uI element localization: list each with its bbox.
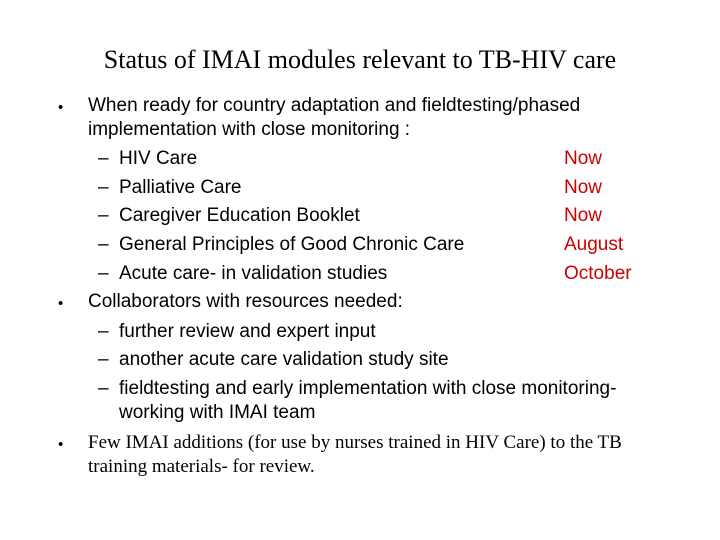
need-fieldtesting-line-2: working with IMAI team [119, 402, 316, 423]
module-chronic-care: General Principles of Good Chronic Care [119, 234, 465, 255]
dash-marker: – [98, 148, 109, 169]
dash-marker: – [98, 234, 109, 255]
dash-marker: – [98, 177, 109, 198]
module-acute-care: Acute care- in validation studies [119, 263, 388, 284]
status-chronic-care: August [564, 234, 624, 255]
dash-marker: – [98, 205, 109, 226]
module-caregiver-booklet: Caregiver Education Booklet [119, 205, 360, 226]
bullet-1-line-1: When ready for country adaptation and fieldtesting/phased [88, 95, 581, 116]
status-hiv-care: Now [564, 148, 603, 169]
bullet-2-line-1: Collaborators with resources needed: [88, 291, 403, 312]
slide-title: Status of IMAI modules relevant to TB-HIV care [103, 45, 617, 74]
module-palliative-care: Palliative Care [119, 177, 242, 198]
bullet-3-line-2: training materials- for review. [88, 456, 315, 477]
dash-marker: – [98, 349, 109, 370]
dash-marker: – [98, 378, 109, 399]
need-expert-review: further review and expert input [119, 321, 376, 342]
bullet-marker-2: • [58, 295, 64, 312]
bullet-3-line-1: Few IMAI additions (for use by nurses trained in HIV Care) to the TB [88, 432, 622, 453]
need-validation-site: another acute care validation study site [119, 349, 449, 370]
module-hiv-care: HIV Care [119, 148, 198, 169]
status-palliative-care: Now [564, 177, 603, 198]
need-fieldtesting-line-1: fieldtesting and early implementation with close monitoring- [119, 378, 617, 399]
bullet-1-line-2: implementation with close monitoring : [88, 119, 411, 140]
status-caregiver-booklet: Now [564, 205, 603, 226]
bullet-marker-3: • [58, 436, 64, 453]
bullet-marker-1: • [58, 99, 64, 116]
dash-marker: – [98, 263, 109, 284]
dash-marker: – [98, 321, 109, 342]
status-acute-care: October [564, 263, 632, 284]
